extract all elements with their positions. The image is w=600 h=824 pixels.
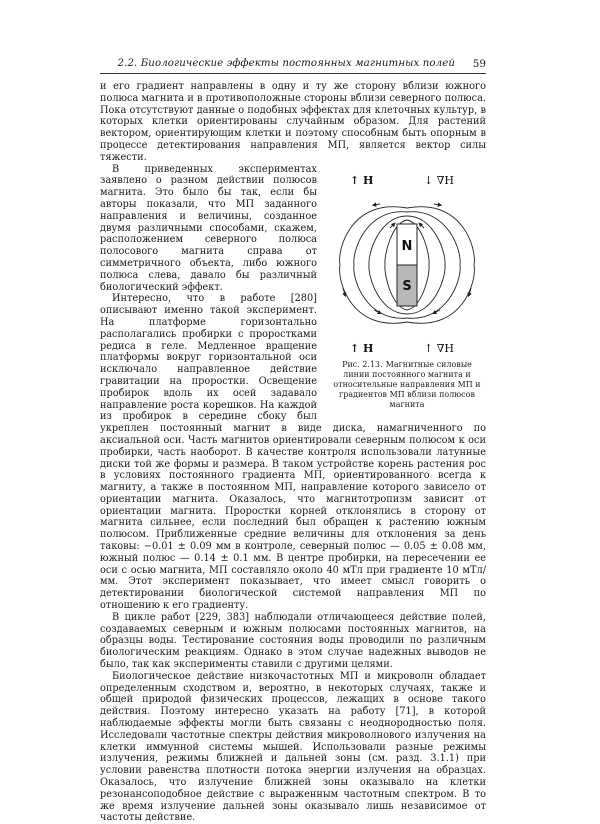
running-header xyxy=(100,55,486,74)
running-title: 2.2. Биологические эффекты постоянных магнитных полей xyxy=(117,58,455,69)
field-arrow xyxy=(390,224,394,228)
label-top-h: ↑ H xyxy=(350,173,374,187)
field-arrow xyxy=(434,204,440,205)
label-top-grad: ↓ ∇H xyxy=(424,173,454,187)
paragraph-1: и его градиент направлены в одну и ту же сторону вблизи южного полюса магнита и в противоположные стороны вблизи северного полюса. Пока отсутствуют данные о подобных эффектах для клеточных культур, в которых клетки ориентированы случайным образом. Для растений вектором, ориентирующим клетки и поэтому способным быть опорным в процессе детектирования направления МП, является вектор силы тяжести. xyxy=(100,81,486,163)
magnet-field-diagram xyxy=(332,168,482,358)
caption-number: Рис. 2.13. xyxy=(342,359,383,369)
field-arrow xyxy=(374,204,380,205)
field-arrow xyxy=(420,224,424,228)
caption-text: Магнитные силовые линии постоянного магнита и относительные направления МП и градиентов МП вблизи полюсов магнита xyxy=(333,359,481,409)
paragraph-3: Интересно, что в работе [280] описывают именно такой эксперимент. На платформе горизонтально располагались пробирки с проростками редиса в геле. Медленное вращение платформы вокруг горизонтальной оси исключало направленное действие гравитации на проростки. Освещение пробирок вдоль их осей задавало направление роста корешков. На каждой из пробирок в середине сбоку был укреплен постоянный магнит в виде диска, намагниченного по аксиальной оси. Часть магнитов ориентировали северным полюсом к оси пробирки, часть наоборот. В качестве контроля использовали латунные диски той же формы и размера. В таком устройстве корень растения рос в условиях постоянного градиента МП, ориентированного всегда к магниту, а также в постоянном МП, направление которого зависело от ориентации магнита. Оказалось, что магнитотропизм зависит от ориентации магнита. Проростки корней отклонялись в сторону от магнита сильнее, если последний был обращен к растению южным полюсом. Приближенные средние величины для отклонения за день таковы: −0.01 ± 0.09 мм в контроле, северный полюс — 0.05 ± 0.08 мм, южный полюс — 0.14 ± 0.1 мм. В центре пробирки, на пересечении ее оси с осью магнита, МП составляло около 40 мТл при градиенте 10 мТл/мм. Этот эксперимент показывает, что имеет смысл говорить о детектировании биологической системой направления МП по отношению к его градиенту. xyxy=(100,293,486,612)
south-label: S xyxy=(402,278,412,294)
figure-2-13 xyxy=(328,168,486,410)
north-label: N xyxy=(401,238,413,254)
body-text xyxy=(100,81,486,824)
page-number: 59 xyxy=(472,58,486,70)
paragraph-5: Биологическое действие низкочастотных МП и микроволн обладает определенным сходством и, вероятно, в некоторых случаях, также и общей природой физических процессов, лежащих в основе такого действия. Поэтому интересно указать на работу [71], в которой наблюдаемые эффекты могли быть связаны с неоднородностью поля. Исследовали частотные спектры действия микроволнового излучения на клетки иммунной системы мышей. Использовали разные режимы излучения, режимы ближней и дальней зоны (см. разд. 3.1.1) при условии равенства плотности потока энергии излучения на образцах. Оказалось, что излучение ближней зоны оказывало на клетки резонансоподобное действие с выраженным частотным спектром. В то же время излучение дальней зоны оказывало лишь независимое от частоты действие. xyxy=(100,670,486,824)
figure-caption xyxy=(328,360,486,410)
label-bottom-h: ↑ H xyxy=(350,341,374,355)
paragraph-4: В цикле работ [229, 383] наблюдали отличающееся действие полей, создаваемых северным и южным полюсами постоянных магнитов, на образцы воды. Тестирование состояния воды проводили по различным биологическим реакциям. Однако в этом случае надежных выводов не было, так как эксперименты ставили с другими целями. xyxy=(100,611,486,671)
label-bottom-grad: ↑ ∇H xyxy=(424,341,454,355)
paragraph-2: В приведенных экспериментах заявлено о разном действии полюсов магнита. Это было бы так, если бы авторы показали, что МП заданного направления и величины, созданное двумя различными способами, скажем, расположением северного полюса полосового магнита справа от симметричного объекта, либо южного полюса слева, давало бы различный биологический эффект. xyxy=(100,163,317,293)
